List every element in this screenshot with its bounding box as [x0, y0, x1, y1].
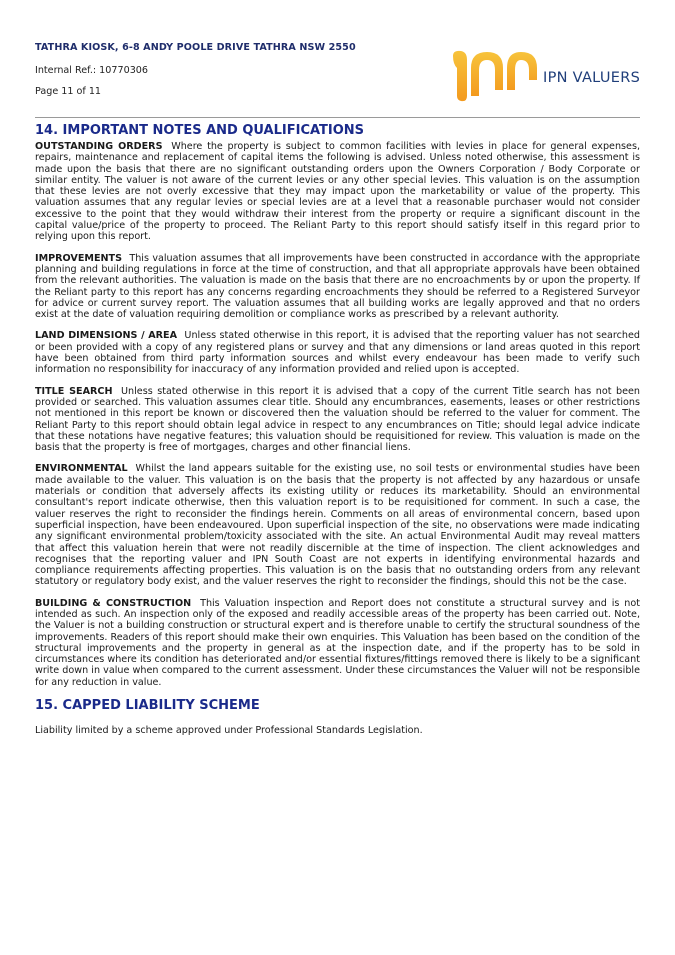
paragraph-text: Where the property is subject to common facilities with levies in place for general expenses, repairs, maintenance and replacement of capital items the following is advised. Unless noted otherwise, this assessment is made upon the basis that there are no significant outstanding orders upon the Owners Corporation / Body Corporate or similar entity. The valuer is not aware of the current levies or any other special levies. This valuation is on the assumption that these levies are not overly excessive that they may impact upon the marketability or value of the property. This valuation assumes that any regular levies or special levies are at a level that a reasonable purchaser would not consider excessive to the point that they would withdraw their interest from the property or require a significant discount in the capital value/price of the property to proceed. The Reliant Party to this report should satisfy itself in this regard prior to relying upon this report. [35, 141, 640, 243]
paragraph-text: Unless stated otherwise in this report it is advised that a copy of the current Title search has not been provided or searched. This valuation assumes clear title. Should any encumbrances, easements, leases or other restrictions not mentioned in this report be known or discovered then the valuation should be referred to the valuer for comment. The Reliant Party to this report should obtain legal advice in respect to any encumbrances on Title; should legal advice indicate that these notations have negative features; this valuation should be requisitioned for review. This valuation is made on the basis that the property is free of mortgages, charges and other financial liens. [35, 385, 640, 454]
paragraph-text: Whilst the land appears suitable for the existing use, no soil tests or environmental studies have been made available to the valuer. This valuation is on the basis that the property is not affected by any hazardous or unsafe materials or condition that adversely affects its existing utility or reduces its marketability. Should an environmental consultant's report indicate otherwise, then this valuation report is to be requisitioned for comment. In such a case, the valuer reserves the right to reconsider the findings herein. Comments on all areas of environmental concern, based upon superficial inspection, have been endeavoured. Upon superficial inspection of the site, no observations were made indicating any significant environmental problem/toxicity associated with the site. An actual Environmental Audit may reveal matters that affect this valuation herein that were not readily discernible at the time of inspection. The client acknowledges and recognises that the reporting valuer and IPN South Coast are not experts in identifying environmental hazards and compliance requirements affecting properties. This valuation is on the basis that no outstanding orders from any relevant statutory or regulatory body exist, and the valuer reserves the right to reconsider the findings, should this not be the case. [35, 463, 640, 588]
land-dimensions-paragraph [35, 330, 640, 375]
paragraph-heading: OUTSTANDING ORDERS [35, 141, 163, 152]
paragraph-heading: LAND DIMENSIONS / AREA [35, 330, 178, 342]
improvements-paragraph [35, 253, 640, 321]
paragraph-text: This valuation assumes that all improvements have been constructed in accordance with the appropriate planning and building regulations in force at the time of construction, and that all appropriate approvals have been obtained from the relevant authorities. The valuation is made on the basis that there are no encroachments by or upon the property. If the Reliant party to this report has any concerns regarding encroachments they should be referred to a Registered Surveyor for advice or current survey report. The valuation assumes that all building works are legally approved and that no orders exist at the date of valuation requiring demolition or compliance works as prescribed by a relevant authority. [35, 252, 640, 321]
outstanding-orders-paragraph [35, 141, 640, 243]
logo-wordmark: IPN VALUERS [543, 70, 641, 86]
page-header [0, 0, 675, 120]
paragraph-heading: IMPROVEMENTS [35, 252, 122, 264]
paragraph-heading: ENVIRONMENTAL [35, 463, 128, 475]
document-body [35, 123, 640, 736]
capped-liability-text: Liability limited by a scheme approved under Professional Standards Legislation. [35, 725, 423, 737]
paragraph-text: Unless stated otherwise in this report, it is advised that the reporting valuer has not searched or been provided with a copy of any registered plans or survey and that any dimensions or land areas quoted in this report have been obtained from third party information sources and whilst every endeavour has been made to verify such information no responsibility for inaccuracy of any information provided and relied upon is accepted. [35, 330, 640, 376]
header-divider [35, 117, 640, 118]
page-number: Page 11 of 11 [35, 86, 102, 97]
paragraph-heading: TITLE SEARCH [35, 385, 113, 397]
environmental-paragraph [35, 463, 640, 587]
paragraph-heading: BUILDING & CONSTRUCTION [35, 597, 192, 609]
ipn-valuers-logo [449, 46, 639, 106]
section-15-title: 15. CAPPED LIABILITY SCHEME [35, 698, 260, 714]
section-14-title: 14. IMPORTANT NOTES AND QUALIFICATIONS [35, 123, 365, 138]
building-construction-paragraph [35, 598, 640, 688]
paragraph-text: This Valuation inspection and Report does not constitute a structural survey and is not intended as such. An inspection only of the exposed and readily accessible areas of the property has been carried out. Note, the Valuer is not a building construction or structural expert and is therefore unable to certify the structural soundness of the improvements. Readers of this report should make their own enquiries. This Valuation has been based on the condition of the structural improvements and the property in general as at the inspection date, and if the property has to be sold in circumstances where its condition has deteriorated and/or essential fixtures/fittings removed there is likely to be a significant write down in value when compared to the current assessment. Under these circumstances the Valuer will not be responsible for any reduction in value. [35, 597, 640, 688]
internal-reference: Internal Ref.: 10770306 [35, 65, 149, 76]
title-search-paragraph [35, 386, 640, 454]
property-address: TATHRA KIOSK, 6-8 ANDY POOLE DRIVE TATHRA NSW 2550 [35, 42, 356, 53]
ipn-logo-mark-icon [449, 46, 541, 106]
